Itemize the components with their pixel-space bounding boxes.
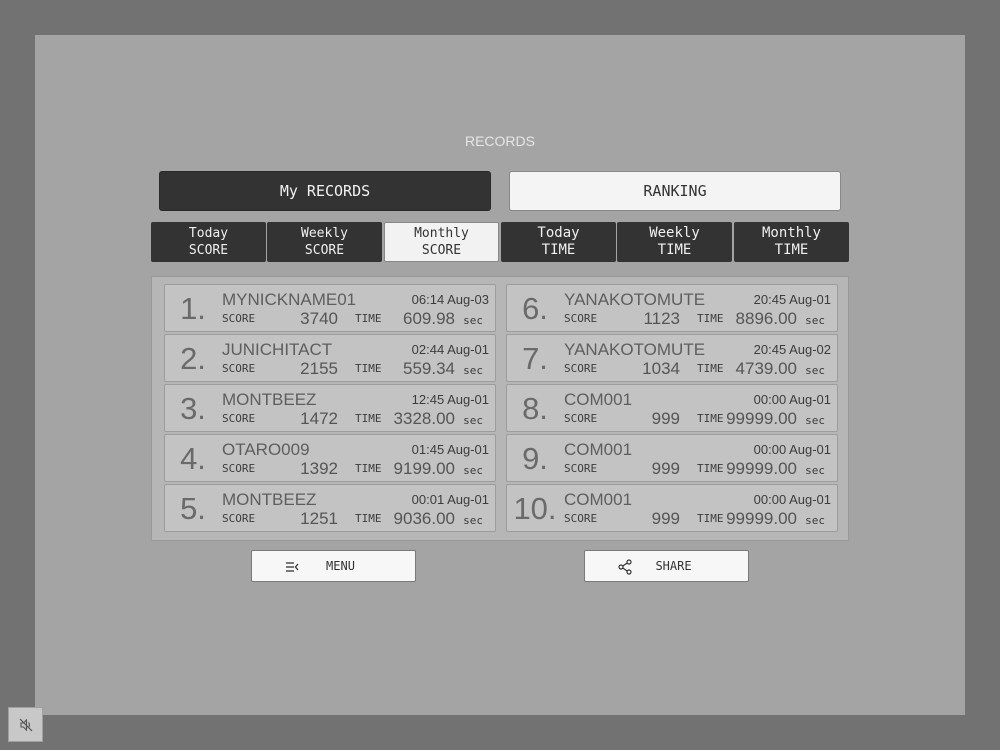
tab-label-line1: Weekly [301,226,348,241]
ranking-button[interactable] [509,171,841,211]
time-value: 4739.00 [735,359,797,378]
score-value: 999 [651,509,680,528]
ranking-label: RANKING [643,182,707,200]
rank-number: 2. [180,341,206,376]
time-value: 9199.00 [393,459,455,478]
records-panel [35,35,965,715]
rank-number: 8. [522,391,548,426]
score-value: 1392 [300,459,338,478]
ranking-entry [164,484,496,532]
sec-unit-label: sec [463,464,483,477]
record-timestamp: 00:00 Aug-01 [753,392,831,407]
score-label: SCORE [222,362,256,375]
ranking-board [151,276,849,541]
sec-unit-label: sec [463,314,483,327]
record-timestamp: 20:45 Aug-02 [753,342,831,357]
score-label: SCORE [222,312,256,325]
time-value: 99999.00 [726,509,797,528]
rank-number: 3. [180,391,206,426]
time-label: TIME [697,462,724,475]
player-name: MONTBEEZ [222,490,317,509]
share-icon [617,559,633,575]
ranking-entry [164,384,496,432]
tab-label-line1: Weekly [649,225,700,241]
rank-number: 5. [180,491,206,526]
score-label: SCORE [564,512,598,525]
sec-unit-label: sec [805,414,825,427]
tab-today-score[interactable] [151,222,266,262]
sec-unit-label: sec [463,414,483,427]
ranking-entry [506,434,838,482]
time-label: TIME [697,312,724,325]
tab-label-line1: Today [188,226,229,241]
tab-label-line2: SCORE [188,243,229,258]
rank-number: 4. [180,441,206,476]
time-label: TIME [355,312,382,325]
sec-unit-label: sec [805,314,825,327]
score-label: SCORE [564,312,598,325]
page-title: RECORDS [464,133,535,149]
tab-label-line2: TIME [541,242,576,258]
score-value: 1251 [300,509,338,528]
time-value: 99999.00 [726,459,797,478]
ranking-entry [506,484,838,532]
record-timestamp: 02:44 Aug-01 [411,342,489,357]
tab-label-line2: SCORE [304,243,345,258]
time-label: TIME [697,412,724,425]
score-value: 999 [651,459,680,478]
score-label: SCORE [564,362,598,375]
my-records-label: My RECORDS [279,182,371,200]
time-value: 609.98 [403,309,455,328]
record-timestamp: 01:45 Aug-01 [411,442,489,457]
score-label: SCORE [222,462,256,475]
record-timestamp: 00:01 Aug-01 [411,492,489,507]
menu-button[interactable] [251,550,416,582]
time-value: 559.34 [403,359,455,378]
time-value: 9036.00 [393,509,455,528]
tab-monthly-score[interactable] [384,222,499,262]
period-tabs [151,222,849,262]
score-value: 1472 [300,409,338,428]
ranking-entry [506,284,838,332]
menu-label: MENU [326,559,355,573]
time-label: TIME [355,412,382,425]
time-label: TIME [355,462,382,475]
tab-label-line1: Monthly [761,225,821,241]
tab-label-line2: TIME [774,242,809,258]
record-timestamp: 06:14 Aug-03 [411,292,489,307]
ranking-entry [164,284,496,332]
score-value: 2155 [300,359,338,378]
rank-number: 9. [522,441,548,476]
rank-number: 1. [180,291,206,326]
tab-label-line2: SCORE [421,243,462,258]
player-name: COM001 [564,440,633,459]
sec-unit-label: sec [463,364,483,377]
share-label: SHARE [655,559,692,573]
ranking-entry [506,334,838,382]
time-label: TIME [355,362,382,375]
ranking-entry [164,334,496,382]
score-value: 999 [651,409,680,428]
my-records-button[interactable] [159,171,491,211]
player-name: JUNICHITACT [222,340,333,359]
player-name: YANAKOTOMUTE [564,290,706,309]
score-label: SCORE [222,412,256,425]
player-name: OTARO009 [222,440,310,459]
rank-number: 6. [522,291,548,326]
sec-unit-label: sec [463,514,483,527]
record-timestamp: 12:45 Aug-01 [411,392,489,407]
record-timestamp: 00:00 Aug-01 [753,442,831,457]
player-name: COM001 [564,490,633,509]
player-name: MYNICKNAME01 [222,290,357,309]
player-name: MONTBEEZ [222,390,317,409]
sound-muted-icon [18,717,34,733]
score-value: 1034 [642,359,680,378]
rank-number: 7. [522,341,548,376]
tab-label-line1: Monthly [414,226,469,241]
tab-label-line1: Today [537,225,580,241]
sec-unit-label: sec [805,464,825,477]
ranking-entry [164,434,496,482]
time-label: TIME [697,362,724,375]
score-label: SCORE [222,512,256,525]
player-name: YANAKOTOMUTE [564,340,706,359]
tab-weekly-score[interactable] [267,222,382,262]
ranking-entry [506,384,838,432]
time-label: TIME [355,512,382,525]
sec-unit-label: sec [805,364,825,377]
sound-toggle-button[interactable] [8,707,43,742]
record-timestamp: 20:45 Aug-01 [753,292,831,307]
tab-monthly-time[interactable] [734,222,849,262]
rank-number: 10. [513,491,557,526]
time-label: TIME [697,512,724,525]
menu-icon [284,559,300,575]
time-value: 3328.00 [393,409,455,428]
score-label: SCORE [564,462,598,475]
tab-label-line2: TIME [657,242,692,258]
share-button[interactable] [584,550,749,582]
time-value: 99999.00 [726,409,797,428]
player-name: COM001 [564,390,633,409]
score-value: 3740 [300,309,338,328]
score-value: 1123 [643,309,680,328]
tab-weekly-time[interactable] [617,222,732,262]
time-value: 8896.00 [735,309,797,328]
record-timestamp: 00:00 Aug-01 [753,492,831,507]
tab-today-time[interactable] [501,222,616,262]
score-label: SCORE [564,412,598,425]
sec-unit-label: sec [805,514,825,527]
